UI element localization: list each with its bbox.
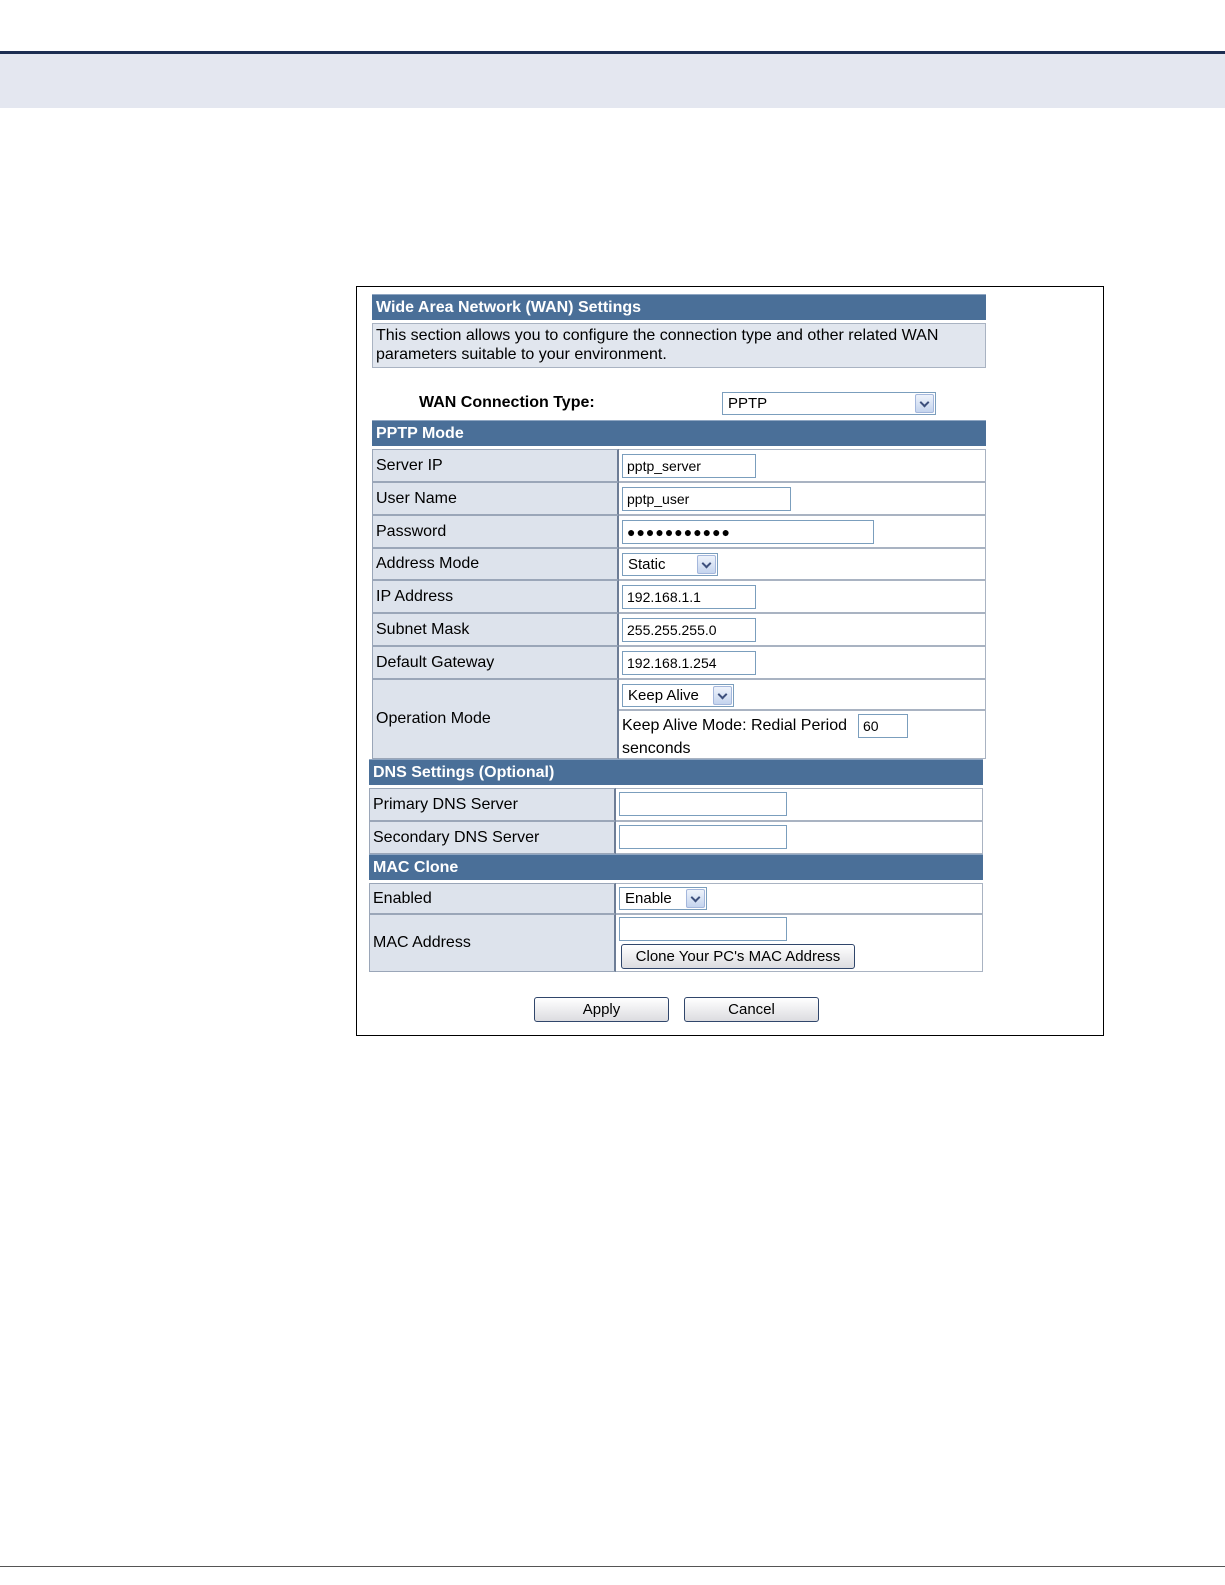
wan-connection-type-value: PPTP	[728, 395, 768, 412]
user-name-label: User Name	[372, 482, 619, 515]
page-header-band	[0, 54, 1225, 108]
subnet-mask-input[interactable]: 255.255.255.0	[622, 618, 756, 642]
operation-mode-value: Keep Alive	[628, 687, 699, 704]
user-name-row	[372, 482, 986, 515]
redial-period-input[interactable]: 60	[858, 714, 908, 738]
ip-address-row	[372, 580, 986, 613]
password-row	[372, 515, 986, 548]
mac-enabled-row	[369, 883, 983, 914]
server-ip-input[interactable]: pptp_server	[622, 454, 756, 478]
mac-enabled-value: Enable	[625, 890, 672, 907]
secondary-dns-input[interactable]	[619, 825, 787, 849]
chevron-down-icon	[915, 394, 934, 413]
address-mode-select[interactable]	[622, 553, 718, 576]
operation-mode-select[interactable]	[622, 684, 734, 707]
default-gateway-label: Default Gateway	[372, 646, 619, 679]
redial-period-unit: senconds	[622, 740, 691, 757]
mac-address-label: MAC Address	[369, 914, 616, 972]
mac-enabled-select[interactable]	[619, 887, 707, 910]
secondary-dns-row	[369, 821, 983, 854]
apply-button[interactable]: Apply	[534, 997, 669, 1022]
mac-enabled-label: Enabled	[369, 883, 616, 914]
wan-description: This section allows you to configure the connection type and other related WAN parameters suitable to your environment.	[372, 323, 986, 368]
redial-period-label: Keep Alive Mode: Redial Period	[622, 717, 848, 734]
default-gateway-row	[372, 646, 986, 679]
primary-dns-input[interactable]	[619, 792, 787, 816]
password-label: Password	[372, 515, 619, 548]
cancel-button[interactable]: Cancel	[684, 997, 819, 1022]
wan-connection-type-label: WAN Connection Type:	[419, 394, 595, 411]
operation-mode-row	[372, 679, 986, 759]
ip-address-label: IP Address	[372, 580, 619, 613]
ip-address-input[interactable]: 192.168.1.1	[622, 585, 756, 609]
mac-address-row	[369, 914, 983, 972]
subnet-mask-row	[372, 613, 986, 646]
page-bottom-rule	[0, 1566, 1225, 1567]
clone-mac-address-button[interactable]: Clone Your PC's MAC Address	[621, 944, 855, 969]
chevron-down-icon	[686, 889, 705, 908]
user-name-input[interactable]: pptp_user	[622, 487, 791, 511]
default-gateway-input[interactable]: 192.168.1.254	[622, 651, 756, 675]
address-mode-row	[372, 548, 986, 580]
primary-dns-row	[369, 788, 983, 821]
address-mode-value: Static	[628, 556, 666, 573]
chevron-down-icon	[697, 555, 716, 574]
address-mode-label: Address Mode	[372, 548, 619, 580]
primary-dns-label: Primary DNS Server	[369, 788, 616, 821]
mac-clone-header: MAC Clone	[369, 854, 983, 880]
secondary-dns-label: Secondary DNS Server	[369, 821, 616, 854]
operation-mode-label: Operation Mode	[372, 679, 619, 759]
wan-settings-panel	[356, 286, 1104, 1036]
password-input[interactable]: ●●●●●●●●●●●	[622, 520, 874, 544]
wan-settings-title: Wide Area Network (WAN) Settings	[372, 294, 986, 320]
dns-settings-header: DNS Settings (Optional)	[369, 759, 983, 785]
subnet-mask-label: Subnet Mask	[372, 613, 619, 646]
pptp-mode-header: PPTP Mode	[372, 420, 986, 446]
wan-connection-type-select[interactable]	[722, 392, 936, 415]
mac-address-input[interactable]	[619, 917, 787, 941]
chevron-down-icon	[713, 686, 732, 705]
server-ip-row	[372, 449, 986, 482]
server-ip-label: Server IP	[372, 449, 619, 482]
